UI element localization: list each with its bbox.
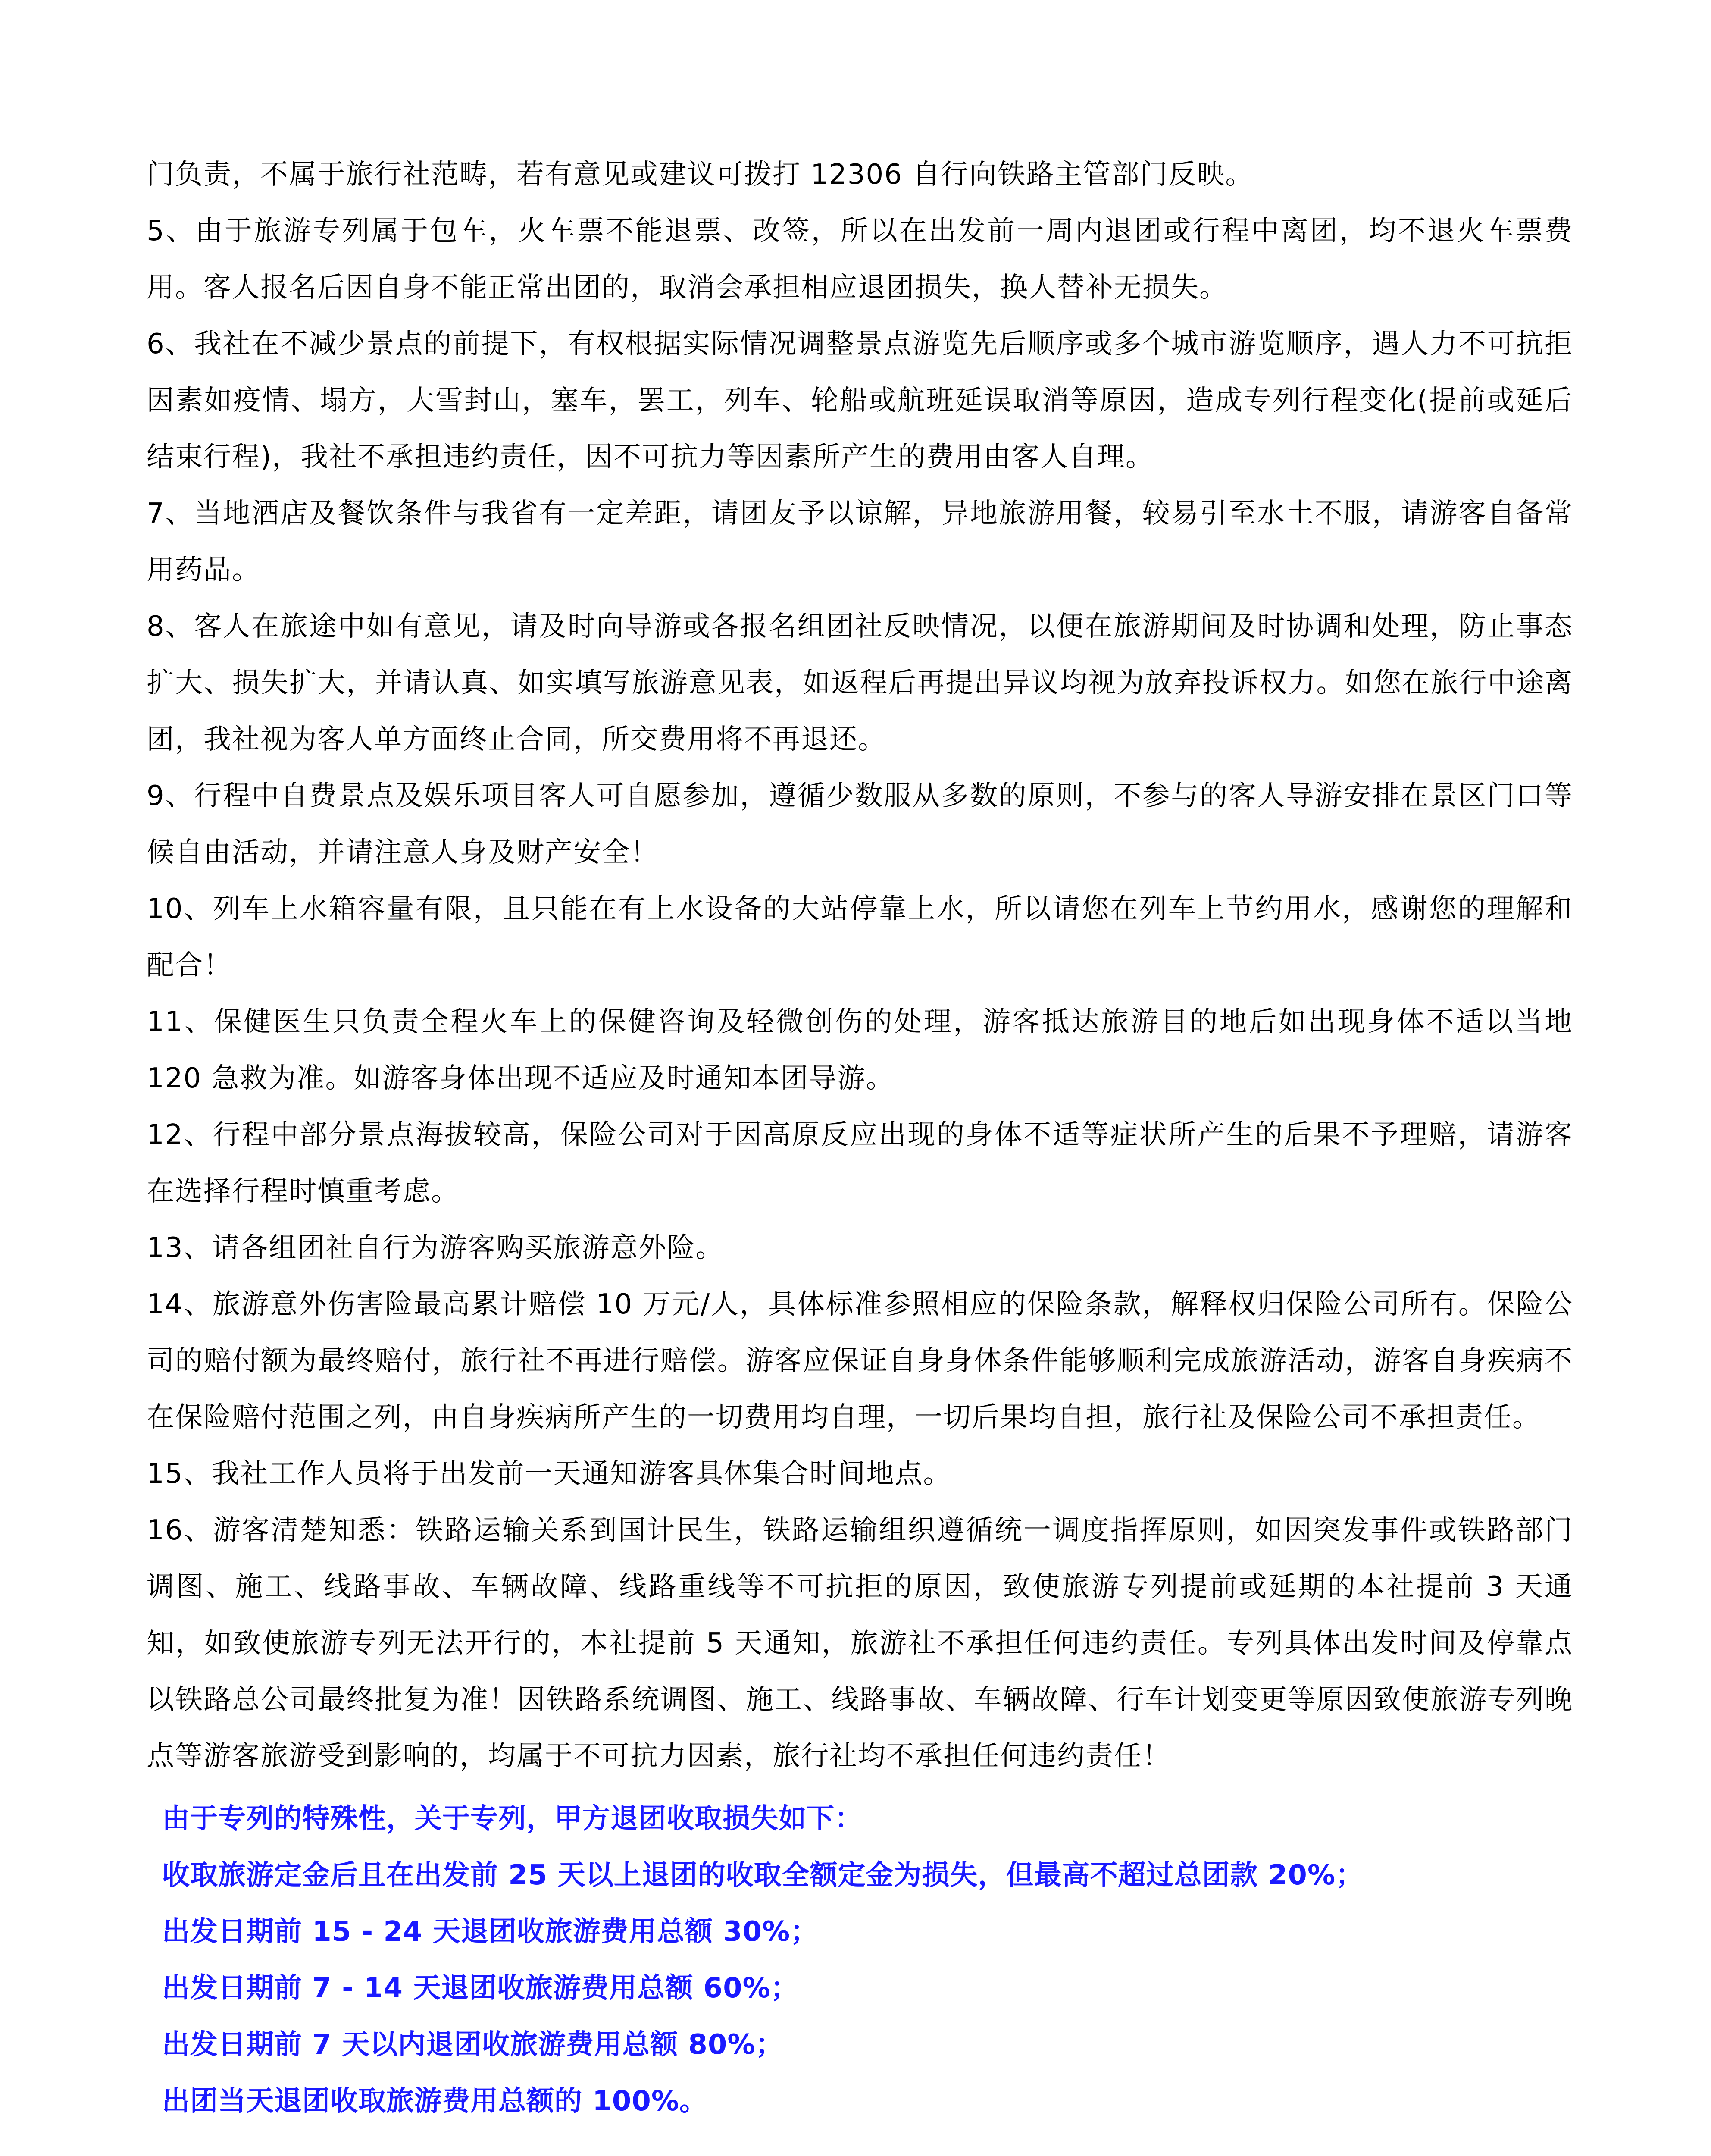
penalty-line-15-24-days: 出发日期前 15 - 24 天退团收旅游费用总额 30%； [162,1916,819,1948]
penalty-heading: 由于专列的特殊性，关于专列，甲方退团收取损失如下： [162,1803,863,1835]
terms-paragraph-8: 8、客人在旅途中如有意见，请及时向导游或各报名组团社反映情况，以便在旅游期间及时协调和处理，防止事态扩大、损失扩大，并请认真、如实填写旅游意见表，如返程后再提出异议均视为放弃投诉权力。如您在旅行中途离团，我社视为客人单方面终止合同，所交费用将不再退还。 [147,611,1573,755]
terms-paragraph-continuation: 门负责，不属于旅行社范畴，若有意见或建议可拨打 12306 自行向铁路主管部门反映。 [147,159,1254,191]
terms-paragraph-5: 5、由于旅游专列属于包车，火车票不能退票、改签，所以在出发前一周内退团或行程中离团，均不退火车票费用。客人报名后因自身不能正常出团的，取消会承担相应退团损失，换人替补无损失。 [147,215,1573,304]
cancellation-penalty-section [147,1791,1573,2130]
terms-paragraph-12: 12、行程中部分景点海拔较高，保险公司对于因高原反应出现的身体不适等症状所产生的后果不予理赔，请游客在选择行程时慎重考虑。 [147,1119,1573,1207]
penalty-line-departure-day: 出团当天退团收取旅游费用总额的 100%。 [162,2085,707,2117]
terms-paragraph-16: 16、游客清楚知悉：铁路运输关系到国计民生，铁路运输组织遵循统一调度指挥原则，如因突发事件或铁路部门调图、施工、线路事故、车辆故障、线路重线等不可抗拒的原因，致使旅游专列提前或延期的本社提前 3 天通知，如致使旅游专列无法开行的，本社提前 5 天通知，旅游社不承担任何违约责任。专列具体出发时间及停靠点以铁路总公司最终批复为准！因铁路系统调图、施工、线路事故、车辆故障、行车计划变更等原因致使旅游专列晚点等游客旅游受到影响的，均属于不可抗力因素，旅行社均不承担任何违约责任！ [147,1514,1573,1772]
terms-paragraph-15: 15、我社工作人员将于出发前一天通知游客具体集合时间地点。 [147,1458,952,1490]
penalty-line-7-14-days: 出发日期前 7 - 14 天退团收旅游费用总额 60%； [162,1972,799,2004]
penalty-line-deposit: 收取旅游定金后且在出发前 25 天以上退团的收取全额定金为损失，但最高不超过总团款 20%； [162,1859,1364,1891]
terms-paragraph-10: 10、列车上水箱容量有限，且只能在有上水设备的大站停靠上水，所以请您在列车上节约用水，感谢您的理解和配合！ [147,893,1573,981]
terms-body [147,147,1573,1785]
terms-paragraph-14: 14、旅游意外伤害险最高累计赔偿 10 万元/人，具体标准参照相应的保险条款，解释权归保险公司所有。保险公司的赔付额为最终赔付，旅行社不再进行赔偿。游客应保证自身身体条件能够顺利完成旅游活动，游客自身疾病不在保险赔付范围之列，由自身疾病所产生的一切费用均自理，一切后果均自担，旅行社及保险公司不承担责任。 [147,1288,1573,1433]
terms-paragraph-13: 13、请各组团社自行为游客购买旅游意外险。 [147,1232,724,1264]
terms-paragraph-7: 7、当地酒店及餐饮条件与我省有一定差距，请团友予以谅解，异地旅游用餐，较易引至水土不服，请游客自备常用药品。 [147,498,1573,586]
terms-paragraph-6: 6、我社在不减少景点的前提下，有权根据实际情况调整景点游览先后顺序或多个城市游览顺序，遇人力不可抗拒因素如疫情、塌方，大雪封山，塞车，罢工，列车、轮船或航班延误取消等原因，造成专列行程变化(提前或延后结束行程)，我社不承担违约责任，因不可抗力等因素所产生的费用由客人自理。 [147,328,1573,473]
terms-paragraph-11: 11、保健医生只负责全程火车上的保健咨询及轻微创伤的处理，游客抵达旅游目的地后如出现身体不适以当地 120 急救为准。如游客身体出现不适应及时通知本团导游。 [147,1006,1573,1094]
penalty-line-within-7-days: 出发日期前 7 天以内退团收旅游费用总额 80%； [162,2029,784,2061]
terms-paragraph-9: 9、行程中自费景点及娱乐项目客人可自愿参加，遵循少数服从多数的原则，不参与的客人导游安排在景区门口等候自由活动，并请注意人身及财产安全！ [147,780,1573,868]
